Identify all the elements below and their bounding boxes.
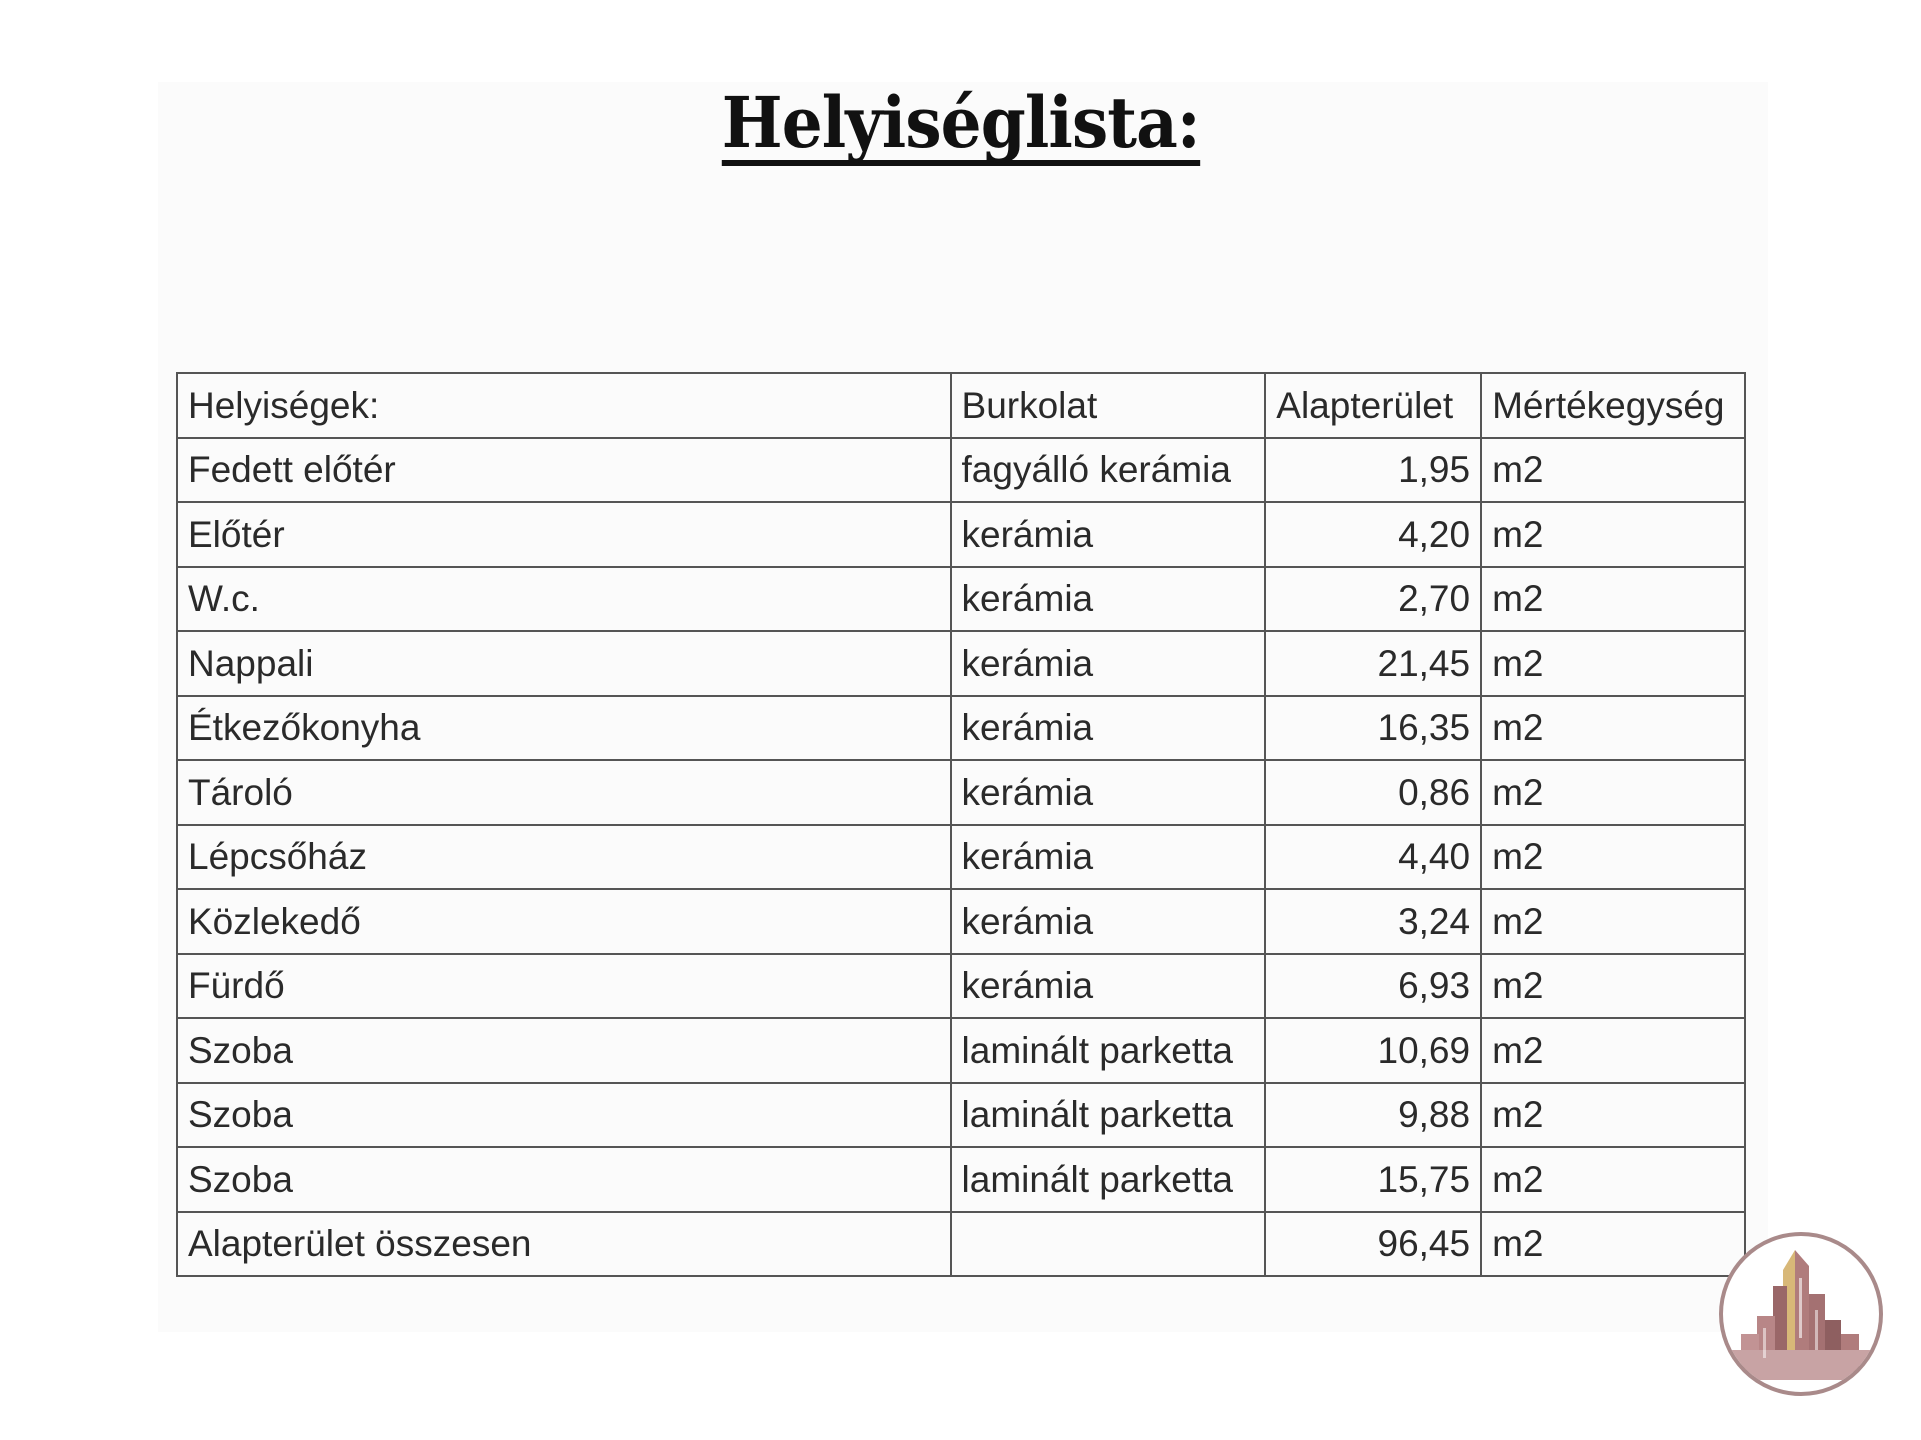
room-covering: laminált parketta bbox=[951, 1147, 1266, 1212]
room-area: 21,45 bbox=[1265, 631, 1481, 696]
room-name: Lépcsőház bbox=[177, 825, 951, 890]
table-row bbox=[177, 502, 1745, 567]
room-unit: m2 bbox=[1481, 1018, 1745, 1083]
table-row bbox=[177, 696, 1745, 761]
table-row bbox=[177, 1083, 1745, 1148]
room-covering: kerámia bbox=[951, 502, 1266, 567]
room-covering: kerámia bbox=[951, 889, 1266, 954]
page-title-text: Helyiséglista: bbox=[721, 81, 1200, 164]
room-unit: m2 bbox=[1481, 954, 1745, 1019]
room-unit: m2 bbox=[1481, 567, 1745, 632]
table-row bbox=[177, 631, 1745, 696]
total-unit: m2 bbox=[1481, 1212, 1745, 1277]
logo-graphic bbox=[1717, 1230, 1885, 1398]
header-unit: Mértékegység bbox=[1481, 373, 1745, 438]
room-name: Előtér bbox=[177, 502, 951, 567]
room-area: 10,69 bbox=[1265, 1018, 1481, 1083]
table-row bbox=[177, 825, 1745, 890]
room-covering: laminált parketta bbox=[951, 1083, 1266, 1148]
room-unit: m2 bbox=[1481, 889, 1745, 954]
room-unit: m2 bbox=[1481, 825, 1745, 890]
room-name: Tároló bbox=[177, 760, 951, 825]
room-covering: kerámia bbox=[951, 696, 1266, 761]
city-buildings-icon bbox=[1717, 1230, 1885, 1398]
table-total-row bbox=[177, 1212, 1745, 1277]
room-name: Szoba bbox=[177, 1083, 951, 1148]
room-area: 4,20 bbox=[1265, 502, 1481, 567]
room-area: 16,35 bbox=[1265, 696, 1481, 761]
table-row bbox=[177, 438, 1745, 503]
room-unit: m2 bbox=[1481, 438, 1745, 503]
room-covering: fagyálló kerámia bbox=[951, 438, 1266, 503]
room-name: Szoba bbox=[177, 1147, 951, 1212]
room-covering: kerámia bbox=[951, 567, 1266, 632]
room-area: 0,86 bbox=[1265, 760, 1481, 825]
room-unit: m2 bbox=[1481, 1083, 1745, 1148]
total-label: Alapterület összesen bbox=[177, 1212, 951, 1277]
room-area: 9,88 bbox=[1265, 1083, 1481, 1148]
room-unit: m2 bbox=[1481, 696, 1745, 761]
room-area: 6,93 bbox=[1265, 954, 1481, 1019]
room-name: Fürdő bbox=[177, 954, 951, 1019]
table-row bbox=[177, 954, 1745, 1019]
room-name: Nappali bbox=[177, 631, 951, 696]
page-title bbox=[0, 81, 1921, 166]
room-covering: kerámia bbox=[951, 954, 1266, 1019]
room-covering: kerámia bbox=[951, 631, 1266, 696]
room-covering: kerámia bbox=[951, 760, 1266, 825]
room-covering: laminált parketta bbox=[951, 1018, 1266, 1083]
room-area: 1,95 bbox=[1265, 438, 1481, 503]
room-area: 15,75 bbox=[1265, 1147, 1481, 1212]
room-unit: m2 bbox=[1481, 1147, 1745, 1212]
header-room: Helyiségek: bbox=[177, 373, 951, 438]
room-list-table bbox=[176, 372, 1746, 1277]
room-name: W.c. bbox=[177, 567, 951, 632]
header-covering: Burkolat bbox=[951, 373, 1266, 438]
table-header-row bbox=[177, 373, 1745, 438]
table-row bbox=[177, 1147, 1745, 1212]
total-area: 96,45 bbox=[1265, 1212, 1481, 1277]
room-area: 3,24 bbox=[1265, 889, 1481, 954]
room-covering: kerámia bbox=[951, 825, 1266, 890]
room-unit: m2 bbox=[1481, 760, 1745, 825]
total-covering bbox=[951, 1212, 1266, 1277]
room-unit: m2 bbox=[1481, 631, 1745, 696]
room-unit: m2 bbox=[1481, 502, 1745, 567]
room-name: Fedett előtér bbox=[177, 438, 951, 503]
table-row bbox=[177, 760, 1745, 825]
table-row bbox=[177, 889, 1745, 954]
header-area: Alapterület bbox=[1265, 373, 1481, 438]
table-row bbox=[177, 1018, 1745, 1083]
room-area: 2,70 bbox=[1265, 567, 1481, 632]
table-row bbox=[177, 567, 1745, 632]
room-area: 4,40 bbox=[1265, 825, 1481, 890]
room-name: Étkezőkonyha bbox=[177, 696, 951, 761]
room-name: Közlekedő bbox=[177, 889, 951, 954]
room-name: Szoba bbox=[177, 1018, 951, 1083]
